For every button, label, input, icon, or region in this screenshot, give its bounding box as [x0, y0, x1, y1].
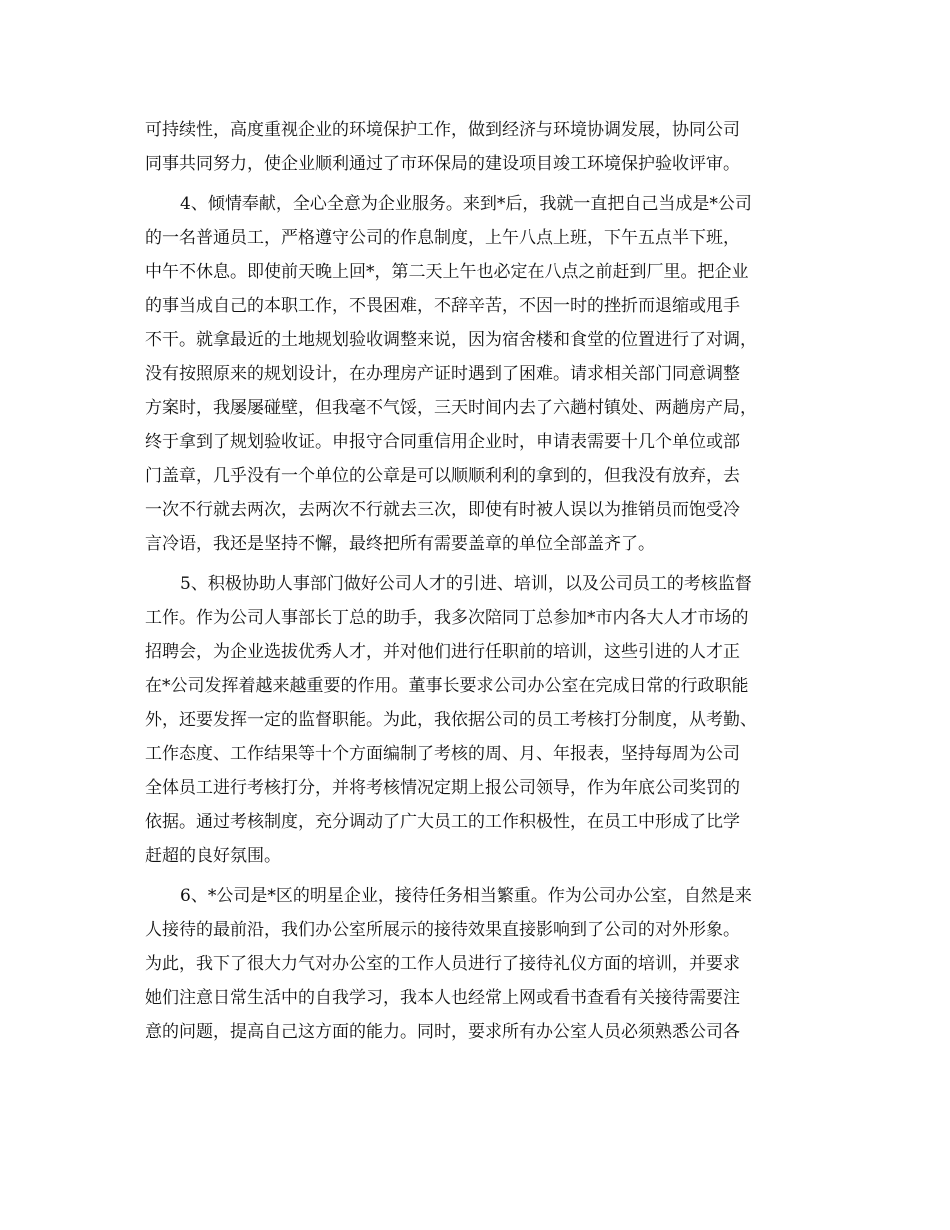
body-text-line: 工作态度、工作结果等十个方面编制了考核的周、月、年报表，坚持每周为公司: [145, 744, 740, 764]
body-text-line: 工作。作为公司人事部长丁总的助手，我多次陪同丁总参加*市内各大人才市场的: [145, 608, 749, 628]
body-text-line: 门盖章，几乎没有一个单位的公章是可以顺顺利利的拿到的，但我没有放弃，去: [145, 466, 740, 486]
body-text-line: 赶超的良好氛围。: [145, 846, 281, 866]
body-text-line: 同事共同努力，使企业顺利通过了市环保局的建设项目竣工环境保护验收评审。: [145, 154, 740, 174]
body-text-line: 人接待的最前沿，我们办公室所展示的接待效果直接影响到了公司的对外形象。: [145, 920, 740, 940]
body-text-line: 的事当成自己的本职工作，不畏困难，不辞辛苦，不因一时的挫折而退缩或甩手: [145, 296, 740, 316]
body-text-line: 意的问题，提高自己这方面的能力。同时，要求所有办公室人员必须熟悉公司各: [145, 1022, 740, 1042]
body-text-line: 全体员工进行考核打分，并将考核情况定期上报公司领导，作为年底公司奖罚的: [145, 778, 740, 798]
paragraph-start-line: 6、*公司是*区的明星企业，接待任务相当繁重。作为公司办公室，自然是来: [180, 886, 752, 906]
body-text-line: 为此，我下了很大力气对办公室的工作人员进行了接待礼仪方面的培训，并要求: [145, 954, 740, 974]
body-text-line: 她们注意日常生活中的自我学习，我本人也经常上网或看书查看有关接待需要注: [145, 988, 740, 1008]
paragraph-start-line: 5、积极协助人事部门做好公司人才的引进、培训，以及公司员工的考核监督: [180, 574, 752, 594]
body-text-line: 不干。就拿最近的土地规划验收调整来说，因为宿舍楼和食堂的位置进行了对调，: [145, 330, 757, 350]
body-text-line: 中午不休息。即使前天晚上回*，第二天上午也必定在八点之前赶到厂里。把企业: [145, 262, 749, 282]
body-text-line: 招聘会，为企业选拔优秀人才，并对他们进行任职前的培训，这些引进的人才正: [145, 642, 740, 662]
body-text-line: 外，还要发挥一定的监督职能。为此，我依据公司的员工考核打分制度，从考勤、: [145, 710, 757, 730]
body-text-line: 言冷语，我还是坚持不懈，最终把所有需要盖章的单位全部盖齐了。: [145, 534, 655, 554]
paragraph-start-line: 4、倾情奉献，全心全意为企业服务。来到*后，我就一直把自己当成是*公司: [180, 194, 752, 214]
body-text-line: 终于拿到了规划验收证。申报守合同重信用企业时，申请表需要十几个单位或部: [145, 432, 740, 452]
body-text-line: 方案时，我屡屡碰壁，但我毫不气馁，三天时间内去了六趟村镇处、两趟房产局，: [145, 398, 757, 418]
body-text-line: 依据。通过考核制度，充分调动了广大员工的工作积极性，在员工中形成了比学: [145, 812, 740, 832]
body-text-line: 没有按照原来的规划设计，在办理房产证时遇到了困难。请求相关部门同意调整: [145, 364, 740, 384]
body-text-line: 一次不行就去两次，去两次不行就去三次，即使有时被人误以为推销员而饱受冷: [145, 500, 740, 520]
body-text-line: 的一名普通员工，严格遵守公司的作息制度，上午八点上班，下午五点半下班，: [145, 228, 740, 248]
body-text-line: 可持续性，高度重视企业的环境保护工作，做到经济与环境协调发展，协同公司: [145, 120, 740, 140]
body-text-line: 在*公司发挥着越来越重要的作用。董事长要求公司办公室在完成日常的行政职能: [145, 676, 749, 696]
